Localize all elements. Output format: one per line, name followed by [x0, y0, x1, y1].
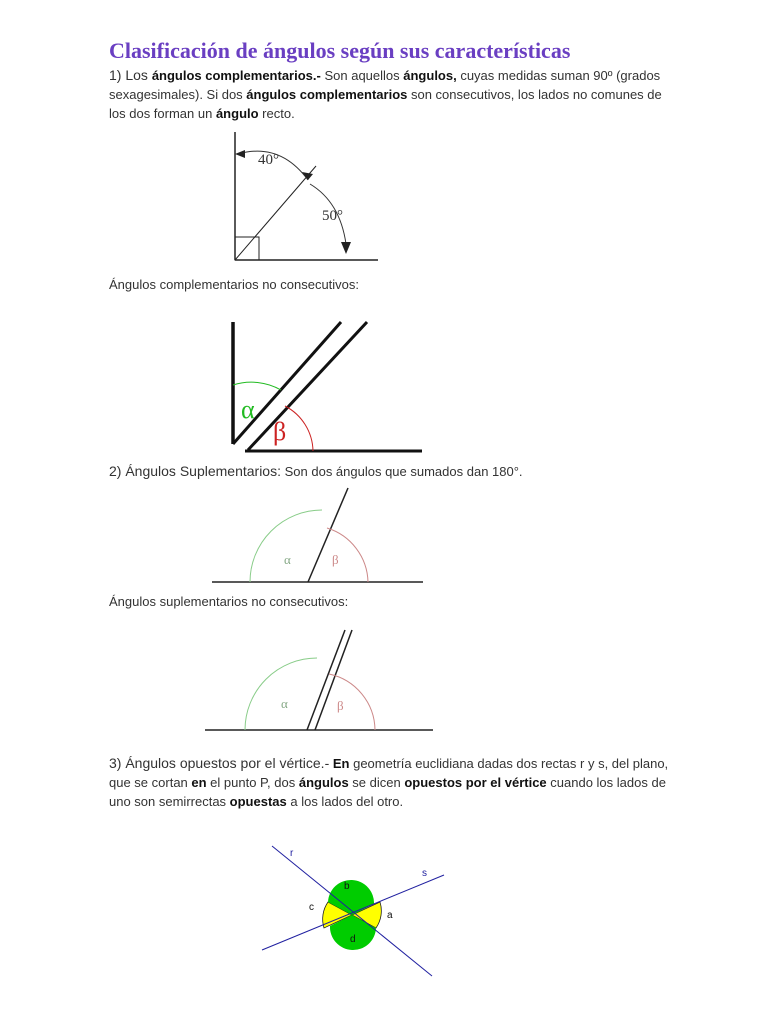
- angle-label-c: c: [309, 902, 314, 913]
- alpha-label: α: [281, 696, 288, 711]
- caption-supplementary-nonconsecutive: Ángulos suplementarios no consecutivos:: [109, 594, 349, 609]
- section-number: 1) Los: [109, 67, 152, 83]
- line-label-r: r: [290, 848, 294, 859]
- beta-label: β: [337, 698, 344, 713]
- section-suplementarios: 2) Ángulos Suplementarios: Son dos ángulos que sumados dan 180°.: [109, 463, 523, 479]
- angle-label-a: a: [387, 910, 393, 921]
- angle-label-40: 40°: [258, 152, 279, 168]
- figure-supplementary-consecutive: [210, 488, 425, 588]
- figure-supplementary-nonconsecutive: [205, 628, 433, 736]
- angle-label-50: 50°: [322, 208, 343, 224]
- figure-complementary-consecutive: [228, 132, 388, 267]
- beta-label: β: [332, 552, 339, 567]
- term-complementarios: ángulos complementarios.-: [151, 68, 321, 83]
- alpha-label: α: [284, 552, 291, 567]
- angle-label-b: b: [344, 881, 350, 892]
- alpha-label: α: [241, 395, 255, 424]
- section-complementarios: 1) Los ángulos complementarios.- Son aquellos ángulos, cuyas medidas suman 90º (grados sexagesimales). Si dos ángulos complementarios son consecutivos, los lados no comunes de los dos forman un ángulo recto.: [109, 67, 662, 121]
- caption-complementary-nonconsecutive: Ángulos complementarios no consecutivos:: [109, 277, 360, 292]
- figure-complementary-nonconsecutive: [225, 318, 430, 458]
- figure-vertical-angles: [258, 840, 448, 980]
- section-opuestos-vertice: 3) Ángulos opuestos por el vértice.- En geometría euclidiana dadas dos rectas r y s, del plano, que se cortan en el punto P, dos ángulos se dicen opuestos por el vértice cuando los lados de uno son semirrectas opuestas a los lados del otro.: [109, 755, 669, 809]
- page-title: Clasificación de ángulos según sus características: [109, 38, 571, 63]
- line-label-s: s: [422, 868, 427, 879]
- angle-label-d: d: [350, 934, 356, 945]
- beta-label: β: [273, 417, 287, 446]
